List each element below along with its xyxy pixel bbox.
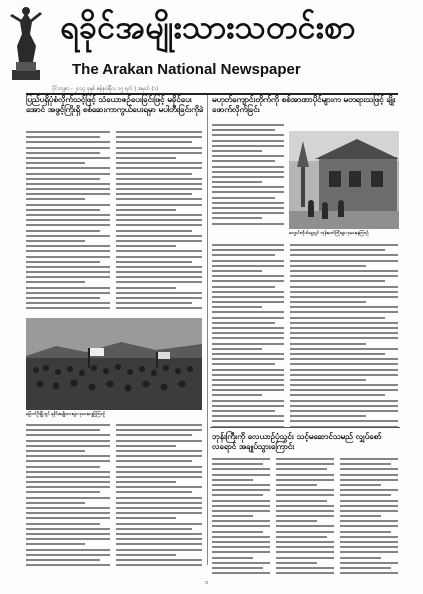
statue-logo-icon — [6, 4, 46, 84]
issue-line: ပိုင်းကျစာ - ၂၀၁၄ ခုနှစ် ဇန်နဝါရီလ ၁၅ ရက် | အမှတ် (၁) — [52, 86, 159, 92]
right-photo-caption: ကျောင်းတိုက်ရှေ့တွင် ဘုန်းတော်ကြီးများ စုဝေးနေကြစဉ် — [289, 230, 369, 235]
left-article-body-col4 — [116, 424, 202, 569]
protest-photo — [26, 318, 202, 410]
protest-crowd-image — [26, 318, 202, 410]
right-article-body-col3 — [290, 244, 398, 431]
left-article-body-col3 — [26, 424, 110, 569]
page-number: ၁ — [205, 579, 209, 586]
left-article-body-col2 — [116, 131, 202, 313]
bottom-article-divider — [210, 427, 400, 428]
bottom-article-body-col2 — [276, 458, 334, 577]
masthead-title-english: The Arakan National Newspaper — [72, 61, 301, 78]
left-photo-caption: မြောက်ဦးမြို့တွင် ရခိုင်အမျိုးသားများ စုဝေးဆန္ဒပြကြစဉ် — [26, 411, 106, 416]
monastery-image — [289, 131, 399, 229]
right-article-body-col2 — [212, 244, 284, 431]
masthead-title-burmese: ရခိုင်အမျိုးသားသတင်းစာ — [60, 8, 356, 46]
monastery-photo — [289, 131, 399, 229]
masthead — [0, 0, 423, 92]
column-divider — [207, 95, 208, 565]
left-article-headline: ပြည်ပရှိပုံစံလိုက်သင့်ဖြင့် သံယောဇဉ်ပေးခြင်းဖြင့် မခိုင်ပေးအောင် အဖွင့်ကြိုးရှိ စစ်ဆေးကာကွယ်ပေးရမှာ မပါတီးခြင်းကိုခဲ — [26, 95, 204, 114]
bottom-article-body-col1 — [212, 458, 270, 577]
bottom-article-headline: ဘုန်းကြီးကို လေယာဉ်ပုံသွင်း သင့်မဆောင်သမည် လျှပ်စော် လရောင် အချုပ်သွားကြောင်း — [212, 432, 382, 451]
bottom-article-body-col3 — [340, 458, 398, 577]
left-article-body-col1 — [26, 131, 110, 313]
right-article-body-col1 — [212, 124, 284, 228]
right-article-headline: မဟုတ်ကျောင်းတိုက်ကို စစ်အာဏာပိုင်များက မတရားသဖြင့် ချိုးဖောက်လိုက်ခြင်း — [212, 95, 396, 114]
